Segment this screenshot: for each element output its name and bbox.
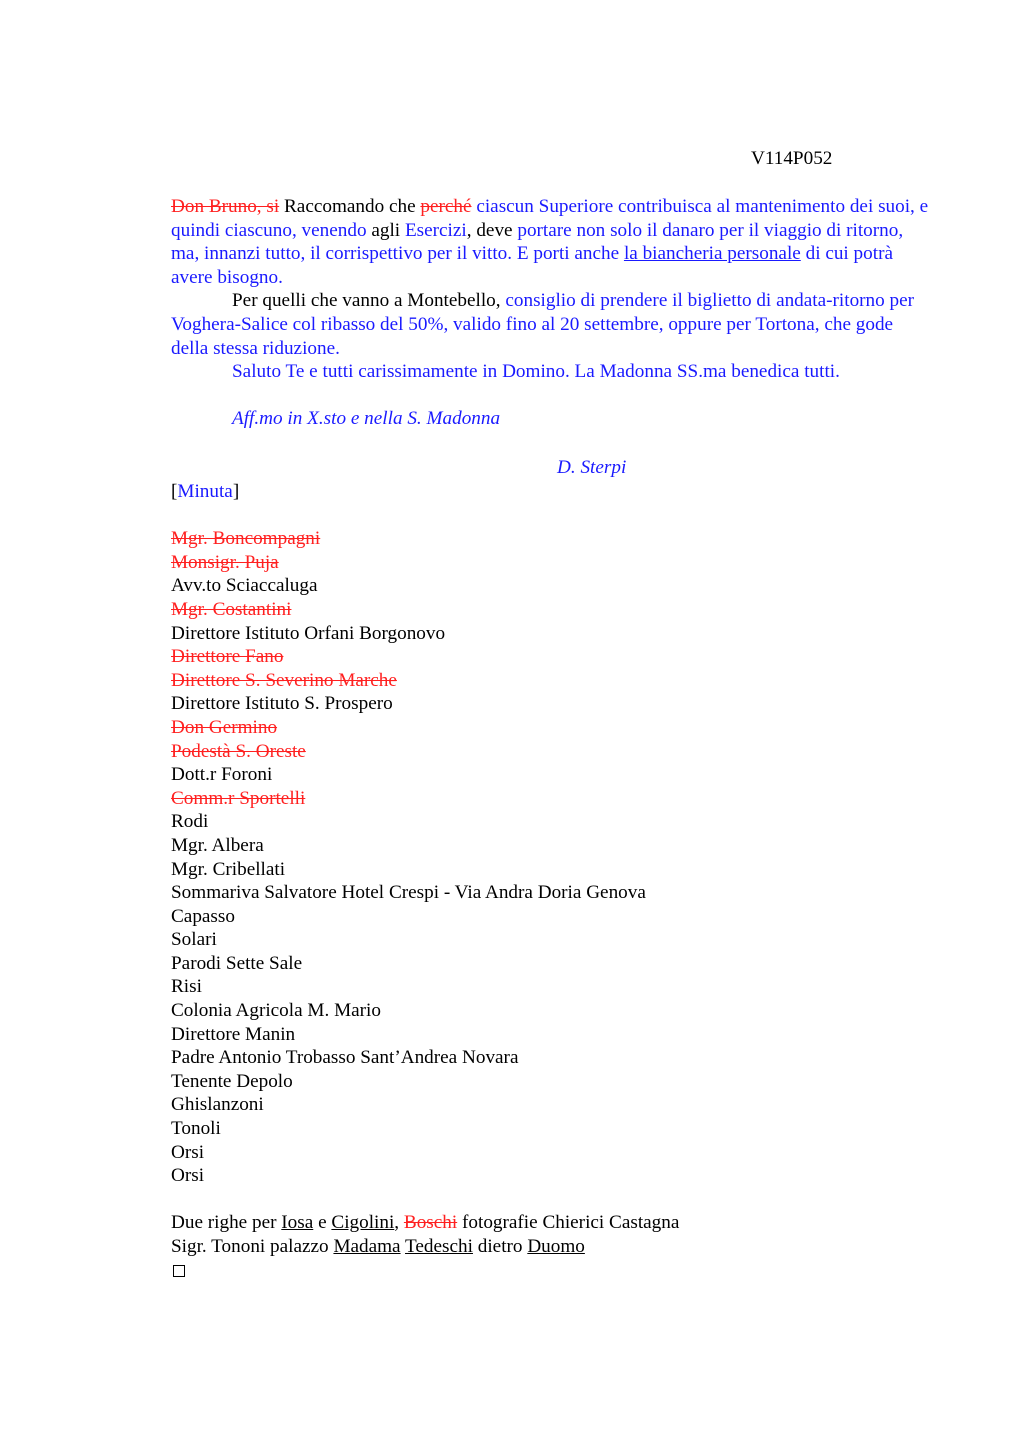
underlined-name: Madama <box>333 1236 401 1257</box>
minuta-label: Minuta <box>177 481 233 502</box>
closing: Aff.mo in X.sto e nella S. Madonna <box>232 408 501 430</box>
list-item-deleted: Direttore Fano <box>171 646 284 668</box>
deleted-text: Boschi <box>403 1212 458 1234</box>
list-item: Direttore Istituto S. Prospero <box>171 693 393 715</box>
deleted-text: perché <box>420 196 472 217</box>
list-item-deleted: Mgr. Boncompagni <box>171 528 321 550</box>
list-item-deleted: Don Germino <box>171 716 278 738</box>
list-item: Padre Antonio Trobasso Sant’Andrea Novara <box>171 1047 519 1069</box>
note-line-2: Sigr. Tononi palazzo Madama Tedeschi dietro Duomo <box>171 1236 585 1257</box>
underlined-name: Tedeschi <box>405 1236 473 1257</box>
underlined-name: Duomo <box>527 1236 585 1257</box>
added-text: di cui potrà avere bisogno. <box>171 243 893 288</box>
list-item-deleted: Podestà S. Oreste <box>171 740 306 762</box>
list-item: Colonia Agricola M. Mario <box>171 1000 381 1022</box>
letter-body <box>171 195 931 431</box>
list-item: Orsi <box>171 1141 205 1163</box>
minuta-section <box>171 480 931 1282</box>
document-reference: V114P052 <box>751 148 833 169</box>
paragraph-1 <box>171 195 931 289</box>
names-list <box>171 527 931 1188</box>
list-item-deleted: Monsigr. Puja <box>171 551 279 573</box>
list-item: Mgr. Albera <box>171 834 264 856</box>
list-item: Tenente Depolo <box>171 1070 293 1092</box>
list-item: Tonoli <box>171 1118 221 1140</box>
list-item: Sommariva Salvatore Hotel Crespi - Via Andra Doria Genova <box>171 882 646 904</box>
list-item-deleted: Mgr. Costantini <box>171 598 292 620</box>
text: Raccomando che <box>279 196 421 217</box>
text: , deve <box>466 219 518 241</box>
list-item: Rodi <box>171 811 209 833</box>
list-item: Capasso <box>171 905 235 927</box>
minuta-heading: [Minuta] <box>171 481 240 502</box>
added-text: Esercizi <box>404 219 467 241</box>
underlined-name: Iosa <box>281 1212 314 1234</box>
list-item: Solari <box>171 929 217 951</box>
added-text: portare non solo il danaro per il viaggio di ritorno, ma, innanzi tutto, il corrispettivo per il vitto. E porti anche <box>171 219 904 265</box>
paragraph-2 <box>171 289 931 360</box>
list-item-deleted: Direttore S. Severino Marche <box>171 669 397 691</box>
signature: D. Sterpi <box>557 457 627 478</box>
note-line-1: Due righe per Iosa e Cigolini, Boschi fotografie Chierici Castagna <box>171 1212 680 1234</box>
list-item: Dott.r Foroni <box>171 764 273 786</box>
paragraph-3: Saluto Te e tutti carissimamente in Domino. La Madonna SS.ma benedica tutti. <box>232 361 840 383</box>
list-item: Orsi <box>171 1165 205 1187</box>
list-item: Parodi Sette Sale <box>171 952 303 974</box>
list-item-deleted: Comm.r Sportelli <box>171 787 306 809</box>
deleted-text: Don Bruno, si <box>171 196 280 217</box>
checkbox-line <box>171 1259 931 1283</box>
list-item: Avv.to Sciaccaluga <box>171 575 318 597</box>
empty-box-icon <box>173 1265 185 1277</box>
list-item: Ghislanzoni <box>171 1094 264 1116</box>
text: agli <box>366 219 405 241</box>
list-item: Direttore Istituto Orfani Borgonovo <box>171 622 446 644</box>
added-text: ciascun Superiore contribuisca al mantenimento dei suoi, e quindi ciascuno, venendo <box>171 196 929 241</box>
list-item: Mgr. Cribellati <box>171 858 286 880</box>
list-item: Risi <box>171 976 202 998</box>
list-item: Direttore Manin <box>171 1023 296 1045</box>
underlined-added-text: la biancheria personale <box>623 243 801 265</box>
added-text: consiglio di prendere il biglietto di andata-ritorno per Voghera-Salice col ribasso del 50%, valido fino al 20 settembre, oppure per Tortona, che gode della stessa riduzione. <box>171 290 915 359</box>
text: Per quelli che vanno a Montebello, <box>232 290 506 312</box>
underlined-name: Cigolini <box>331 1212 395 1234</box>
